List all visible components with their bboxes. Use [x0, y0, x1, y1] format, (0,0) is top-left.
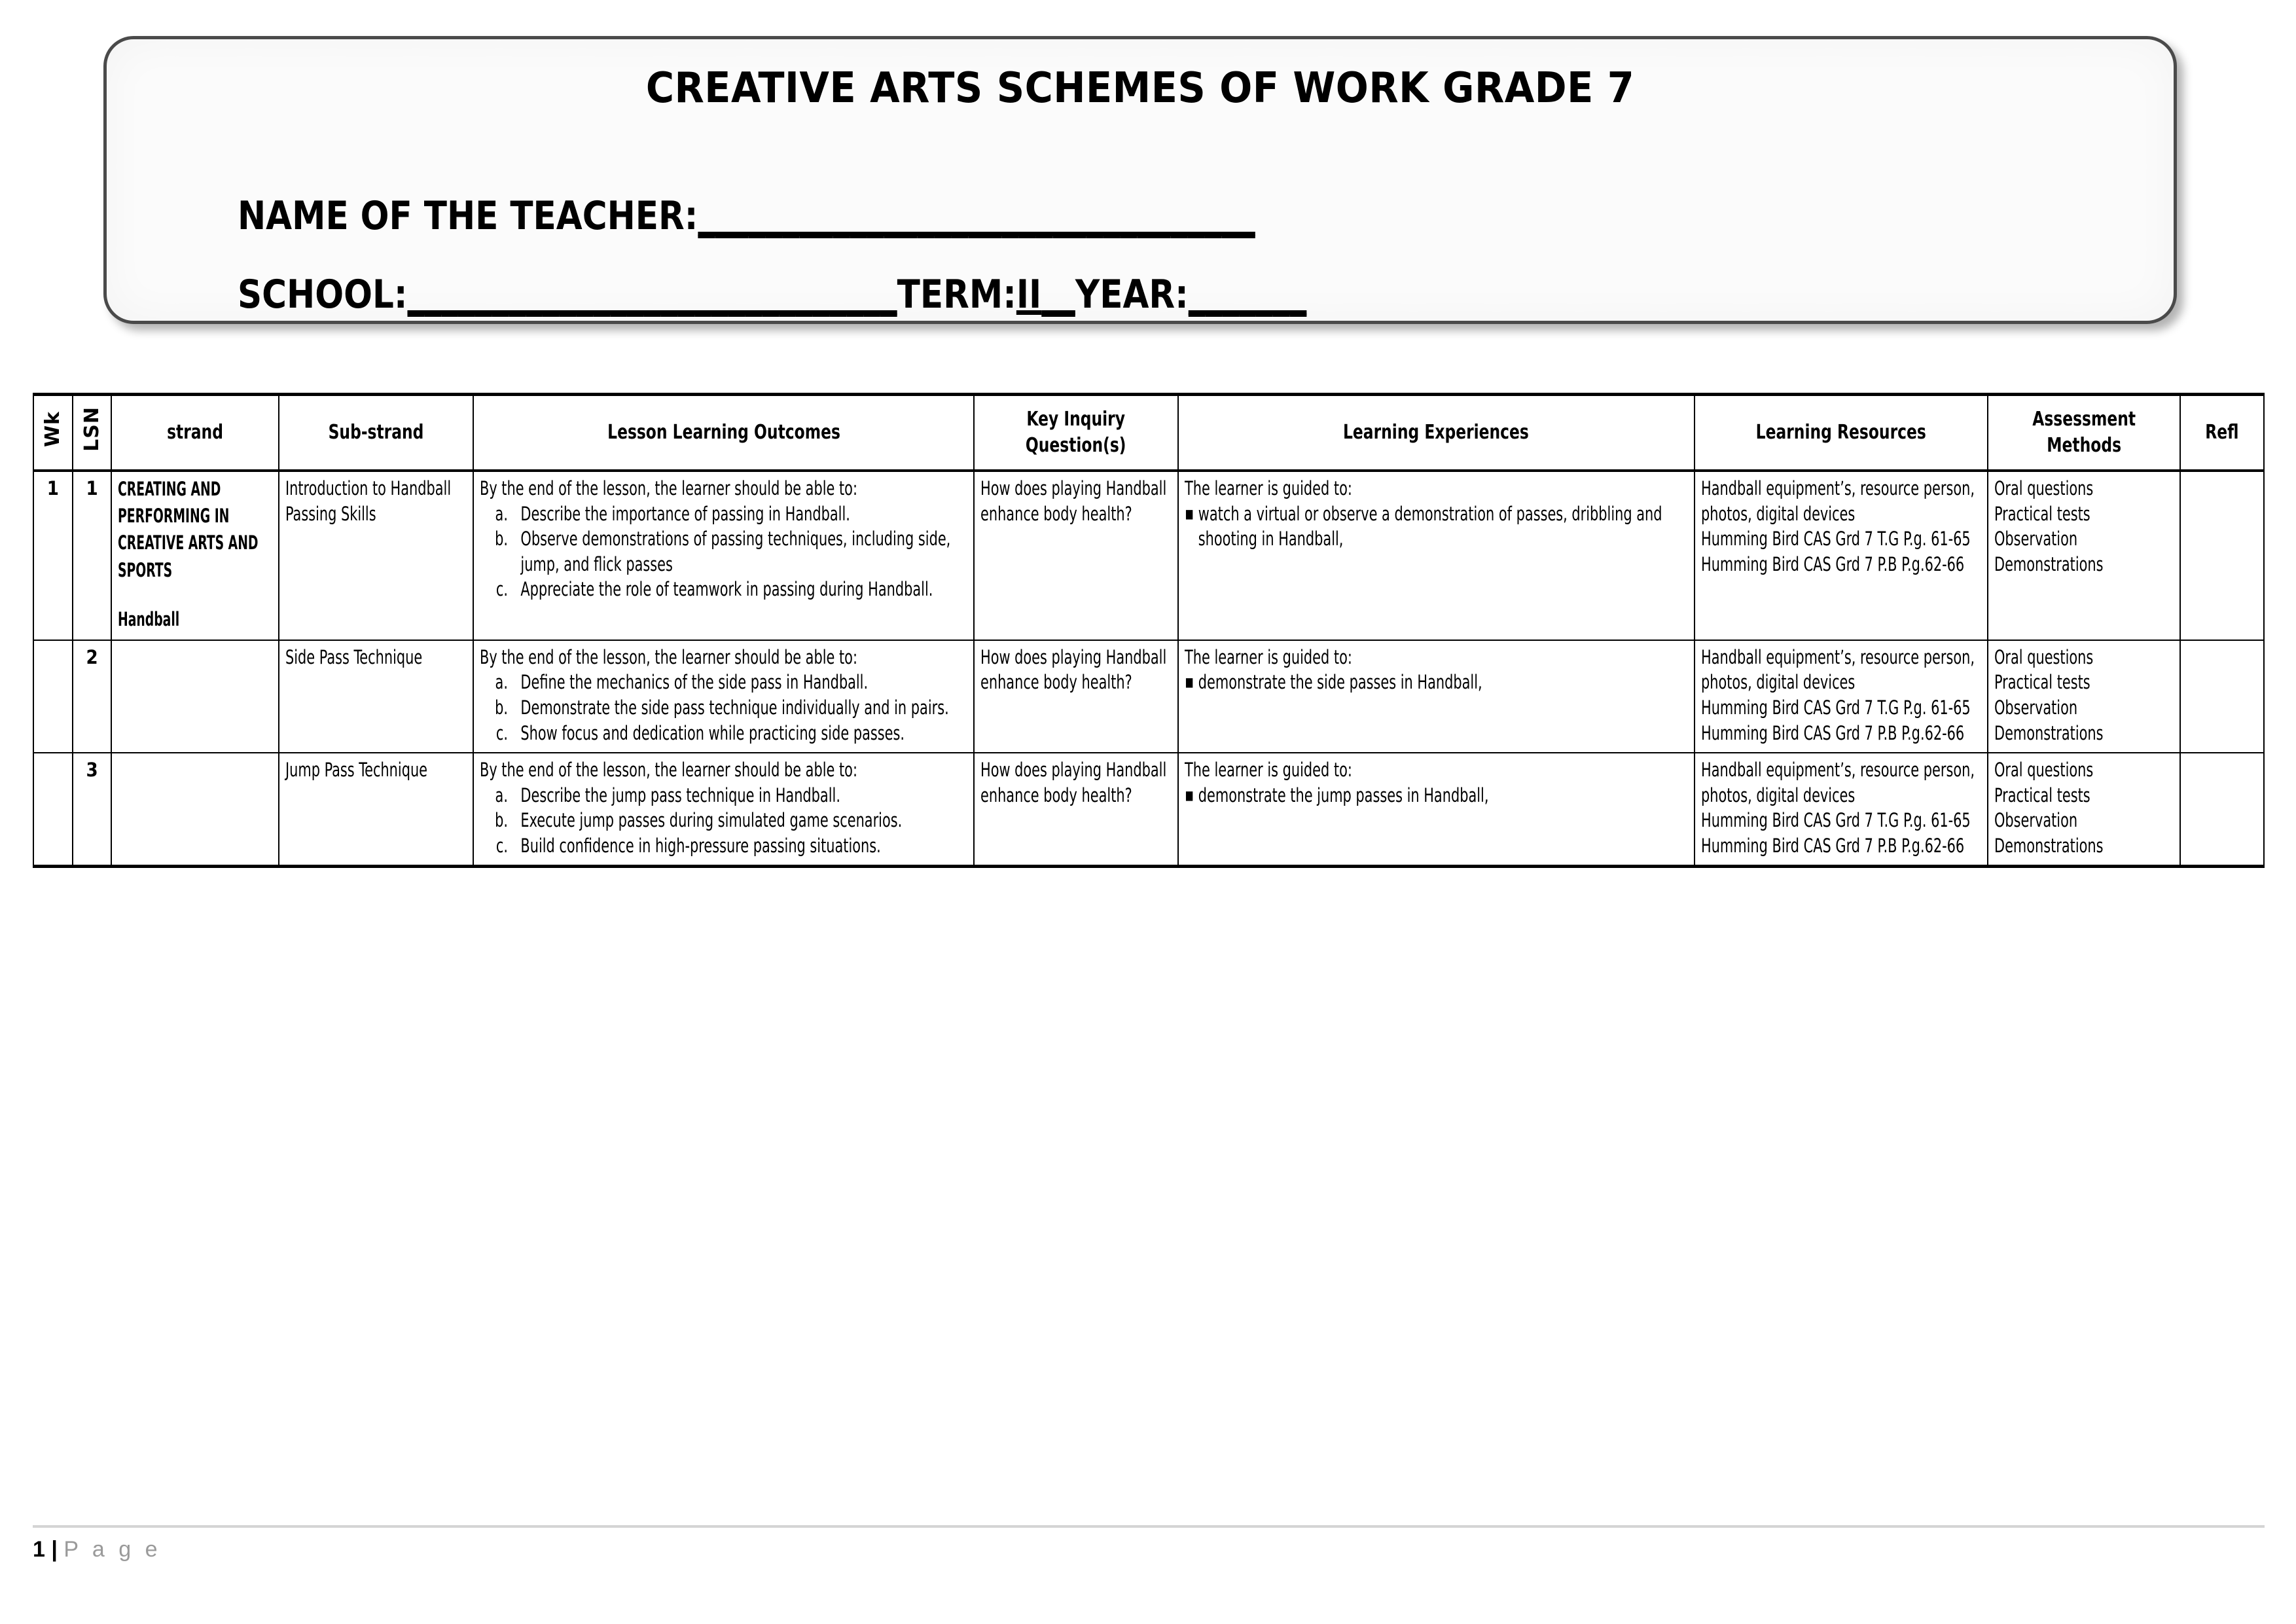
cell-assessment-methods	[1988, 471, 2180, 640]
key-inquiry-question-text: How does playing Handball enhance body health?	[980, 759, 1167, 806]
column-header-strand: strand	[111, 395, 279, 471]
cell-week: 1	[33, 471, 73, 640]
assessment-method-line: Oral questions	[1994, 759, 2093, 782]
cell-strand	[111, 471, 279, 640]
assessment-method-line: Observation	[1994, 528, 2077, 550]
assessment-method-line: Observation	[1994, 696, 2077, 719]
school-term-year-field	[238, 272, 1306, 317]
assessment-method-line: Demonstrations	[1994, 721, 2104, 744]
learning-experiences-wrapper	[1185, 645, 1688, 695]
term-trailing-blank: __	[1041, 272, 1075, 317]
cell-lesson-number: 2	[73, 640, 112, 753]
cell-week	[33, 753, 73, 867]
key-inquiry-question-text: How does playing Handball enhance body health?	[980, 477, 1167, 525]
learning-experiences-intro: The learner is guided to:	[1184, 645, 1352, 668]
school-label: SCHOOL:	[238, 272, 408, 317]
learning-resources-wrapper	[1701, 645, 1981, 746]
outcomes-list	[480, 783, 968, 859]
column-header-key-inquiry-questions: Key Inquiry Question(s)	[974, 395, 1177, 471]
cell-assessment-methods	[1988, 753, 2180, 867]
cell-reflection	[2180, 471, 2264, 640]
term-value[interactable]: II	[1016, 272, 1042, 317]
outcomes-intro: By the end of the lesson, the learner should be able to:	[479, 645, 857, 668]
teacher-name-field	[238, 193, 1255, 239]
footer-page-indicator	[33, 1537, 2265, 1562]
cell-learning-experiences	[1178, 471, 1695, 640]
table-body	[33, 471, 2264, 867]
assessment-method-line: Demonstrations	[1994, 552, 2104, 575]
cell-lesson-number: 1	[73, 471, 112, 640]
column-header-learning-experiences: Learning Experiences	[1178, 395, 1695, 471]
cell-sub-strand	[279, 471, 473, 640]
year-blank[interactable]: _______	[1188, 272, 1307, 317]
outcomes-wrapper	[480, 645, 968, 746]
assessment-method-line: Practical tests	[1994, 784, 2090, 806]
table-header-row	[33, 395, 2264, 471]
cell-strand	[111, 753, 279, 867]
cell-reflection	[2180, 640, 2264, 753]
key-inquiry-question-text: How does playing Handball enhance body health?	[980, 645, 1167, 694]
outcome-item: c. Show focus and dedication while practicing side passes.	[512, 721, 967, 746]
cell-key-inquiry-question	[974, 640, 1177, 753]
assessment-method-line: Oral questions	[1994, 645, 2093, 668]
outcome-item: c. Build confidence in high-pressure passing situations.	[512, 833, 967, 859]
cell-learning-resources	[1695, 640, 1988, 753]
outcome-item: b. Demonstrate the side pass technique individually and in pairs.	[512, 695, 967, 721]
footer-separator: |	[51, 1537, 58, 1562]
sub-strand-text: Introduction to Handball Passing Skills	[285, 477, 452, 525]
cell-sub-strand	[279, 640, 473, 753]
learning-resource-line: Humming Bird CAS Grd 7 P.B P.g.62-66	[1700, 834, 1965, 857]
cell-lesson-number: 3	[73, 753, 112, 867]
sub-strand-text: Side Pass Technique	[285, 645, 423, 668]
assessment-methods-wrapper	[1994, 476, 2174, 577]
footer-page-word: P a g e	[63, 1537, 162, 1562]
learning-experiences-intro: The learner is guided to:	[1184, 759, 1352, 782]
page-footer	[33, 1525, 2265, 1562]
term-label: TERM:	[897, 272, 1016, 317]
outcomes-list	[480, 670, 968, 746]
learning-experiences-list	[1185, 501, 1688, 552]
assessment-methods-wrapper	[1994, 645, 2174, 746]
document-header-box	[103, 36, 2177, 324]
learning-experience-item: ▪ watch a virtual or observe a demonstration of passes, dribbling and shooting in Handball,	[1185, 501, 1688, 552]
strand-sub-topic: Handball	[118, 607, 180, 630]
teacher-name-blank[interactable]: _________________________________	[698, 193, 1255, 239]
learning-experiences-list	[1185, 783, 1688, 808]
assessment-method-line: Practical tests	[1994, 502, 2090, 525]
learning-experience-item: ▪ demonstrate the jump passes in Handball,	[1185, 783, 1688, 808]
learning-experiences-list	[1185, 670, 1688, 695]
cell-learning-experiences	[1178, 753, 1695, 867]
teacher-name-label: NAME OF THE TEACHER:	[238, 193, 698, 239]
learning-experiences-wrapper	[1185, 476, 1688, 552]
strand-spacer	[118, 584, 272, 606]
learning-resource-line: Humming Bird CAS Grd 7 T.G P.g. 61-65	[1700, 809, 1971, 832]
outcomes-wrapper	[480, 476, 968, 602]
outcome-item: c. Appreciate the role of teamwork in passing during Handball.	[512, 577, 967, 602]
school-blank[interactable]: _____________________________	[407, 272, 897, 317]
table-row	[33, 471, 2264, 640]
column-header-lsn: LSN	[73, 395, 112, 471]
table-row	[33, 753, 2264, 867]
cell-reflection	[2180, 753, 2264, 867]
learning-resource-line: Handball equipment’s, resource person, photos, digital devices	[1700, 759, 1975, 806]
cell-key-inquiry-question	[974, 753, 1177, 867]
sub-strand-text: Jump Pass Technique	[285, 759, 428, 782]
outcomes-wrapper	[480, 757, 968, 858]
cell-learning-experiences	[1178, 640, 1695, 753]
learning-resource-line: Humming Bird CAS Grd 7 P.B P.g.62-66	[1700, 721, 1965, 744]
learning-resource-line: Handball equipment’s, resource person, photos, digital devices	[1700, 477, 1975, 525]
assessment-method-line: Oral questions	[1994, 477, 2093, 499]
cell-key-inquiry-question	[974, 471, 1177, 640]
column-header-sub-strand: Sub-strand	[279, 395, 473, 471]
outcomes-list	[480, 501, 968, 602]
learning-resource-line: Humming Bird CAS Grd 7 P.B P.g.62-66	[1700, 552, 1965, 575]
outcome-item: b. Execute jump passes during simulated game scenarios.	[512, 808, 967, 833]
learning-experience-item: ▪ demonstrate the side passes in Handball,	[1185, 670, 1688, 695]
column-header-assessment-methods: Assessment Methods	[1988, 395, 2180, 471]
outcome-item: a. Describe the importance of passing in Handball.	[512, 501, 967, 527]
outcome-item: a. Describe the jump pass technique in Handball.	[512, 783, 967, 808]
cell-sub-strand	[279, 753, 473, 867]
document-title: CREATIVE ARTS SCHEMES OF WORK GRADE 7	[645, 64, 1635, 113]
cell-learning-resources	[1695, 753, 1988, 867]
learning-resources-wrapper	[1701, 476, 1981, 577]
footer-page-number: 1	[33, 1537, 45, 1562]
outcomes-intro: By the end of the lesson, the learner should be able to:	[479, 759, 857, 782]
column-header-learning-resources: Learning Resources	[1695, 395, 1988, 471]
cell-lesson-learning-outcomes	[473, 753, 975, 867]
column-header-lesson-learning-outcomes: Lesson Learning Outcomes	[473, 395, 975, 471]
learning-resource-line: Humming Bird CAS Grd 7 T.G P.g. 61-65	[1700, 696, 1971, 719]
table-row	[33, 640, 2264, 753]
learning-resources-wrapper	[1701, 757, 1981, 858]
learning-resource-line: Handball equipment’s, resource person, photos, digital devices	[1700, 645, 1975, 694]
cell-assessment-methods	[1988, 640, 2180, 753]
strand-name: CREATING AND PERFORMING IN CREATIVE ARTS AND SPORTS	[118, 478, 259, 581]
schemes-of-work-table	[33, 393, 2265, 868]
column-header-refl: Refl	[2180, 395, 2264, 471]
outcome-item: a. Define the mechanics of the side pass in Handball.	[512, 670, 967, 695]
assessment-method-line: Demonstrations	[1994, 834, 2104, 857]
learning-experiences-wrapper	[1185, 757, 1688, 808]
learning-resource-line: Humming Bird CAS Grd 7 T.G P.g. 61-65	[1700, 528, 1971, 550]
assessment-methods-wrapper	[1994, 757, 2174, 858]
cell-lesson-learning-outcomes	[473, 471, 975, 640]
year-label: YEAR:	[1075, 272, 1189, 317]
cell-week	[33, 640, 73, 753]
column-header-wk: Wk	[33, 395, 73, 471]
assessment-method-line: Practical tests	[1994, 671, 2090, 694]
assessment-method-line: Observation	[1994, 809, 2077, 832]
cell-lesson-learning-outcomes	[473, 640, 975, 753]
outcomes-intro: By the end of the lesson, the learner should be able to:	[479, 477, 857, 499]
cell-learning-resources	[1695, 471, 1988, 640]
footer-divider	[33, 1525, 2265, 1528]
learning-experiences-intro: The learner is guided to:	[1184, 477, 1352, 499]
cell-strand	[111, 640, 279, 753]
outcome-item: b. Observe demonstrations of passing techniques, including side, jump, and flick passes	[512, 526, 967, 577]
